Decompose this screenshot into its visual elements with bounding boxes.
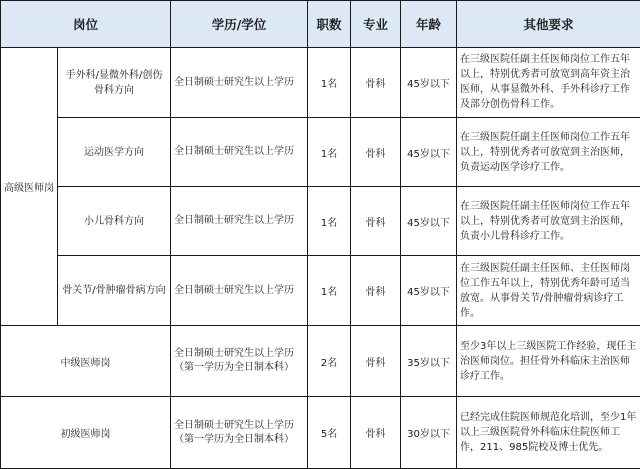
senior-requirement-2: 在三级医院任副主任医师岗位工作五年以上，特别优秀者可放宽到主治医师，负责运动医学诊疗工作。: [457, 118, 640, 187]
header-major: 专业: [351, 1, 401, 48]
senior-count-2: 1名: [308, 118, 351, 187]
middle-age: 35岁以下: [401, 326, 457, 397]
senior-education-4: 全日制硕士研究生以上学历: [171, 256, 308, 326]
junior-requirement: 已经完成住院医师规范化培训，至少1年以上三级医院骨外科临床住院医师工作，211、985院校及博士优先。: [457, 397, 640, 469]
senior-major-1: 骨科: [351, 48, 401, 118]
header-position: 岗位: [1, 1, 171, 48]
senior-education-3: 全日制硕士研究生以上学历: [171, 187, 308, 256]
senior-requirement-4: 在三级医院任副主任医师、主任医师岗位工作五年以上，特别优秀年龄可适当放宽。从事骨关节/骨肿瘤骨病诊疗工作。: [457, 256, 640, 326]
senior-major-3: 骨科: [351, 187, 401, 256]
senior-direction-1: 手外科/显微外科/创伤骨科方向: [58, 48, 171, 118]
table-row: [1, 326, 640, 397]
senior-age-3: 45岁以下: [401, 187, 457, 256]
header-education: 学历/学位: [171, 1, 308, 48]
senior-education-1: 全日制硕士研究生以上学历: [171, 48, 308, 118]
middle-category-cell: 中级医师岗: [1, 326, 171, 397]
middle-requirement: 至少3年以上三级医院工作经验，现任主治医师岗位。担任骨外科临床主治医师诊疗工作。: [457, 326, 640, 397]
junior-age: 30岁以下: [401, 397, 457, 469]
junior-major: 骨科: [351, 397, 401, 469]
senior-education-2: 全日制硕士研究生以上学历: [171, 118, 308, 187]
header-row: [1, 1, 640, 48]
header-count: 职数: [308, 1, 351, 48]
table-row: [1, 118, 640, 187]
middle-count: 2名: [308, 326, 351, 397]
table-row: [1, 187, 640, 256]
senior-age-1: 45岁以下: [401, 48, 457, 118]
senior-requirement-1: 在三级医院任副主任医师岗位工作五年以上，特别优秀者可放宽到高年资主治医师，从事显微外科、手外科诊疗工作及部分创伤骨科工作。: [457, 48, 640, 118]
senior-major-2: 骨科: [351, 118, 401, 187]
header-age: 年龄: [401, 1, 457, 48]
senior-major-4: 骨科: [351, 256, 401, 326]
senior-direction-3: 小儿骨科方向: [58, 187, 171, 256]
senior-age-4: 45岁以下: [401, 256, 457, 326]
senior-count-1: 1名: [308, 48, 351, 118]
senior-age-2: 45岁以下: [401, 118, 457, 187]
junior-education: 全日制硕士研究生以上学历（第一学历为全日制本科）: [171, 397, 308, 469]
table-row: [1, 397, 640, 469]
junior-count: 5名: [308, 397, 351, 469]
senior-count-4: 1名: [308, 256, 351, 326]
table-row: [1, 256, 640, 326]
header-requirements: 其他要求: [457, 1, 640, 48]
junior-category-cell: 初级医师岗: [1, 397, 171, 469]
senior-direction-2: 运动医学方向: [58, 118, 171, 187]
senior-category-cell: 高级医师岗: [1, 48, 58, 326]
senior-count-3: 1名: [308, 187, 351, 256]
senior-direction-4: 骨关节/骨肿瘤骨病方向: [58, 256, 171, 326]
senior-requirement-3: 在三级医院任副主任医师岗位工作五年以上，特别优秀者可放宽到主治医师，负责小儿骨科诊疗工作。: [457, 187, 640, 256]
middle-education: 全日制硕士研究生以上学历（第一学历为全日制本科）: [171, 326, 308, 397]
table-row: [1, 48, 640, 118]
middle-major: 骨科: [351, 326, 401, 397]
